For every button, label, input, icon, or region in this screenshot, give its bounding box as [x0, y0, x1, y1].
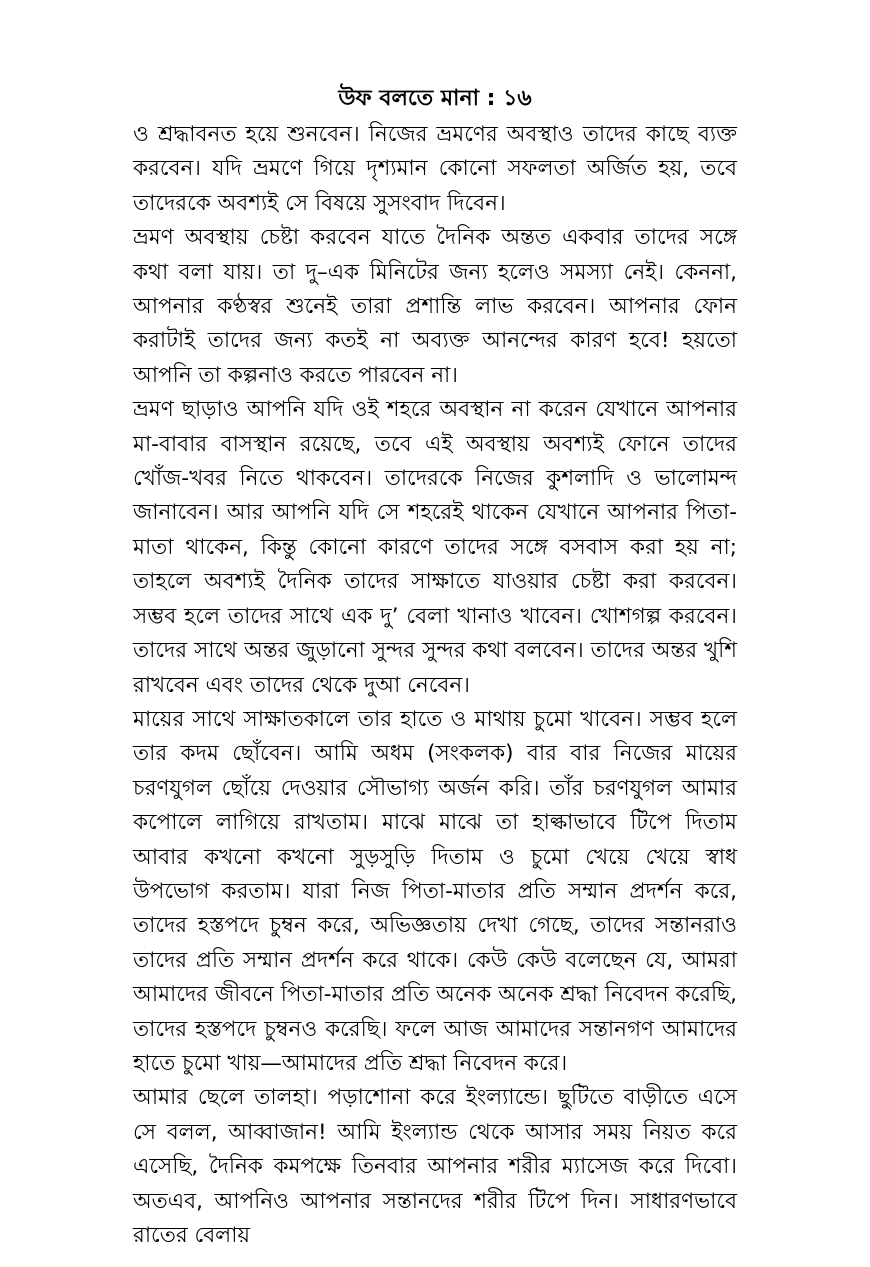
running-header: উফ বলতে মানা : ১৬ [338, 86, 532, 111]
paragraph-1: ও শ্রদ্ধাবনত হয়ে শুনবেন। নিজের ভ্রমণের অবস্থাও তাদের কাছে ব্যক্ত করবেন। যদি ভ্রমণে গিয়ে দৃশ্যমান কোনো সফলতা অর্জিত হয়, তবে তাদেরকে অবশ্যই সে বিষয়ে সুসংবাদ দিবেন। [133, 122, 737, 216]
page-body [133, 118, 737, 1253]
paragraph-4: মায়ের সাথে সাক্ষাতকালে তার হাতে ও মাথায় চুমো খাবেন। সম্ভব হলে তার কদম ছোঁবেন। আমি অধম (সংকলক) বার বার নিজের মায়ের চরণযুগল ছোঁয়ে দেওয়ার সৌভাগ্য অর্জন করি। তাঁর চরণযুগল আমার কপোলে লাগিয়ে রাখতাম। মাঝে মাঝে তা হাল্কাভাবে টিপে দিতাম আবার কখনো কখনো সুড়সুড়ি দিতাম ও চুমো খেয়ে খেয়ে স্বাধ উপভোগ করতাম। যারা নিজ পিতা-মাতার প্রতি সম্মান প্রদর্শন করে, তাদের হস্তপদে চুম্বন করে, অভিজ্ঞতায় দেখা গেছে, তাদের সন্তানরাও তাদের প্রতি সম্মান প্রদর্শন করে থাকে। কেউ কেউ বলেছেন যে, আমরা আমাদের জীবনে পিতা-মাতার প্রতি অনেক অনেক শ্রদ্ধা নিবেদন করেছি, তাদের হস্তপদে চুম্বনও করেছি। ফলে আজ আমাদের সন্তানগণ আমাদের হাতে চুমো খায়—আমাদের প্রতি শ্রদ্ধা নিবেদন করে। [133, 706, 737, 1076]
paragraph-3: ভ্রমণ ছাড়াও আপনি যদি ওই শহরে অবস্থান না করেন যেখানে আপনার মা-বাবার বাসস্থান রয়েছে, তবে এই অবস্থায় অবশ্যই ফোনে তাদের খোঁজ-খবর নিতে থাকবেন। তাদেরকে নিজের কুশলাদি ও ভালোমন্দ জানাবেন। আর আপনি যদি সে শহরেই থাকেন যেখানে আপনার পিতা-মাতা থাকেন, কিন্তু কোনো কারণে তাদের সঙ্গে বসবাস করা হয় না; তাহলে অবশ্যই দৈনিক তাদের সাক্ষাতে যাওয়ার চেষ্টা করা করবেন। সম্ভব হলে তাদের সাথে এক দু’ বেলা খানাও খাবেন। খোশগল্প করবেন। তাদের সাথে অন্তর জুড়ানো সুন্দর সুন্দর কথা বলবেন। তাদের অন্তর খুশি রাখবেন এবং তাদের থেকে দুআ নেবেন। [133, 397, 737, 698]
paragraph-2: ভ্রমণ অবস্থায় চেষ্টা করবেন যাতে দৈনিক অন্তত একবার তাদের সঙ্গে কথা বলা যায়। তা দু–এক মিনিটের জন্য হলেও সমস্যা নেই। কেননা, আপনার কণ্ঠস্বর শুনেই তারা প্রশান্তি লাভ করবেন। আপনার ফোন করাটাই তাদের জন্য কতই না অব্যক্ত আনন্দের কারণ হবে! হয়তো আপনি তা কল্পনাও করতে পারবেন না। [133, 225, 737, 388]
paragraph-5: আমার ছেলে তালহা। পড়াশোনা করে ইংল্যান্ডে। ছুটিতে বাড়ীতে এসে সে বলল, আব্বাজান! আমি ইংল্যান্ড থেকে আসার সময় নিয়ত করে এসেছি, দৈনিক কমপক্ষে তিনবার আপনার শরীর ম্যাসেজ করে দিবো। অতএব, আপনিও আপনার সন্তানদের শরীর টিপে দিন। সাধারণভাবে রাতের বেলায় [133, 1085, 737, 1248]
